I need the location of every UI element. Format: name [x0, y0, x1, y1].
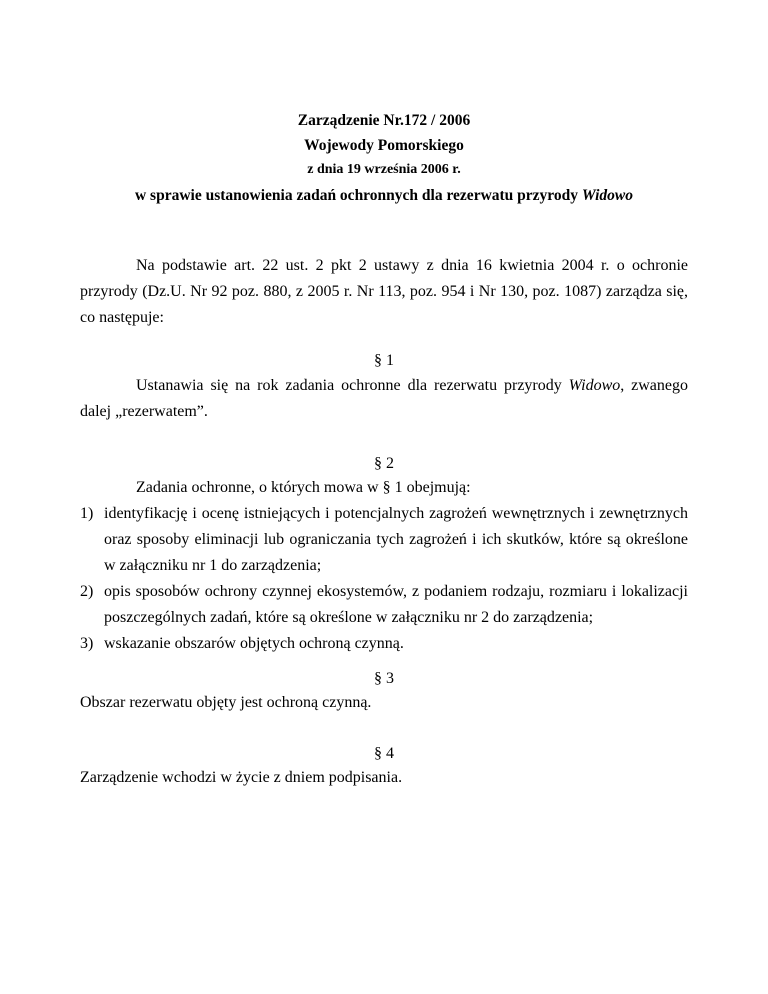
- list-item: [80, 631, 688, 657]
- list-item: [80, 501, 688, 579]
- section-2-list: [80, 501, 688, 657]
- subject-text: w sprawie ustanowienia zadań ochronnych dla rezerwatu przyrody: [134, 187, 582, 204]
- list-item-text: identyfikację i ocenę istniejących i potencjalnych zagrożeń wewnętrznych i zewnętrznych oraz sposoby eliminacji lub ograniczania tych zagrożeń i ich skutków, które są określone w załączniku nr 1 do zarządzenia;: [104, 505, 688, 574]
- document-date: z dnia 19 września 2006 r.: [307, 162, 461, 177]
- list-item-number: 2): [80, 583, 94, 600]
- issuer: Wojewody Pomorskiego: [304, 137, 464, 154]
- reserve-name: Widowo: [581, 187, 634, 204]
- section-1-text-before: Ustanawia się na rok zadania ochronne dla rezerwatu przyrody: [136, 377, 569, 394]
- section-1-text: [80, 373, 688, 425]
- section-1-text-after: , zwanego dalej „rezerwatem”.: [80, 377, 689, 420]
- legal-basis-paragraph: Na podstawie art. 22 ust. 2 pkt 2 ustawy z dnia 16 kwietnia 2004 r. o ochronie przyrody (Dz.U. Nr 92 poz. 880, z 2005 r. Nr 113, poz. 954 i Nr 130, poz. 1087) zarządza się, co następuje:: [80, 257, 688, 326]
- list-item-text: wskazanie obszarów objętych ochroną czynną.: [104, 635, 404, 652]
- section-2-intro: Zadania ochronne, o których mowa w § 1 obejmują:: [136, 479, 471, 496]
- list-item-number: 1): [80, 505, 94, 522]
- list-item-text: opis sposobów ochrony czynnej ekosystemów, z podaniem rodzaju, rozmiaru i lokalizacji poszczególnych zadań, które są określone w załączniku nr 2 do zarządzenia;: [104, 583, 688, 626]
- section-2-heading: § 2: [374, 455, 394, 472]
- list-item-number: 3): [80, 635, 94, 652]
- section-1-reserve-name: Widowo: [568, 377, 621, 394]
- section-1-heading: § 1: [374, 352, 394, 369]
- document-title: Zarządzenie Nr.172 / 2006: [297, 112, 471, 129]
- section-3-text: Obszar rezerwatu objęty jest ochroną czynną.: [80, 694, 372, 711]
- section-4-heading: § 4: [374, 745, 394, 762]
- section-3-heading: § 3: [374, 670, 394, 687]
- document-subject: [0, 187, 768, 205]
- list-item: [80, 579, 688, 631]
- section-4-text: Zarządzenie wchodzi w życie z dniem podpisania.: [80, 769, 403, 786]
